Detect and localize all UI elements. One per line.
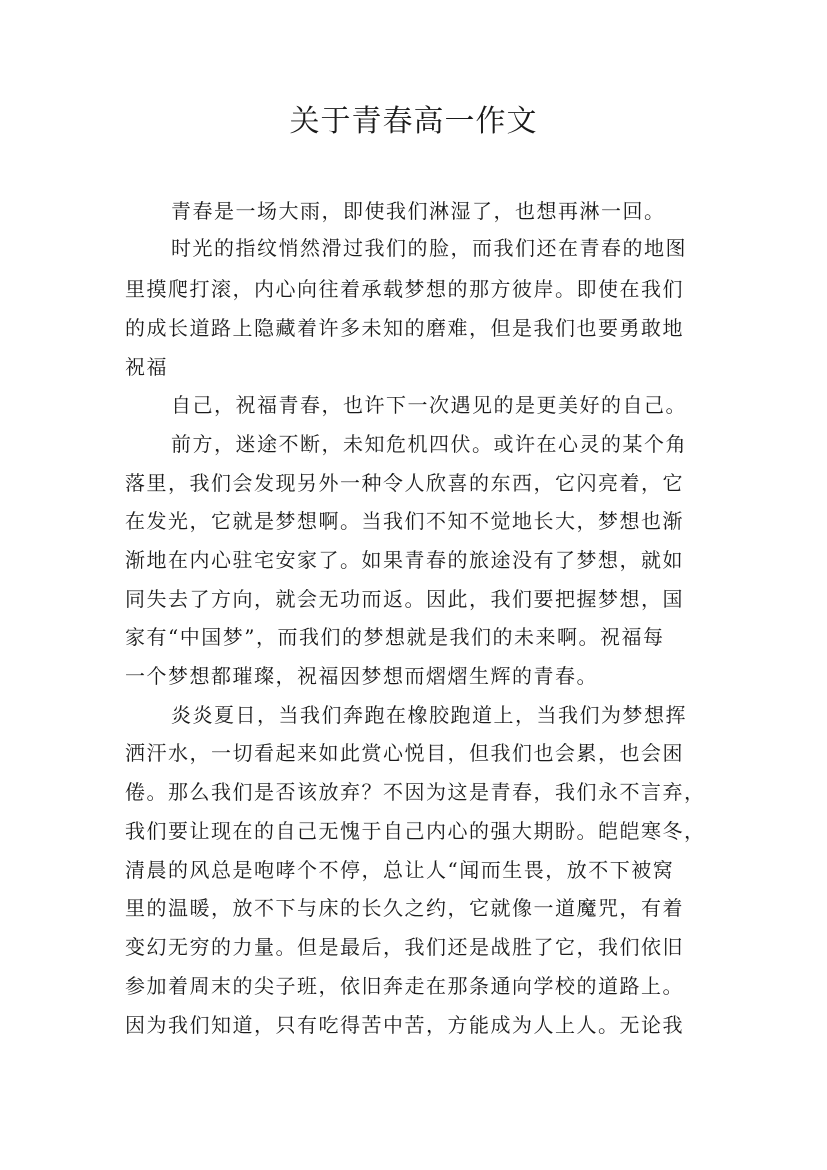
text-line: 炎炎夏日，当我们奔跑在橡胶跑道上，当我们为梦想挥	[171, 703, 687, 727]
text-line: 清晨的风总是咆哮个不停，总让人“闻而生畏，放不下被窝	[125, 858, 675, 882]
text-line: 的成长道路上隐藏着许多未知的磨难，但是我们也要勇敢地	[125, 316, 684, 340]
text-line: 里摸爬打滚，内心向往着承载梦想的那方彼岸。即使在我们	[125, 277, 684, 301]
document-title: 关于青春高一作文	[289, 104, 538, 139]
text-line: 家有“中国梦”，而我们的梦想就是我们的未来啊。祝福每	[125, 625, 665, 649]
text-line: 渐地在内心驻宅安家了。如果青春的旅途没有了梦想，就如	[125, 548, 684, 572]
text-line: 参加着周末的尖子班，依旧奔走在那条通向学校的道路上。	[125, 974, 684, 998]
text-line: 变幻无穷的力量。但是最后，我们还是战胜了它，我们依旧	[125, 935, 684, 959]
text-line: 倦。那么我们是否该放弃？不因为这是青春，我们永不言弃，	[125, 780, 706, 804]
text-line: 一个梦想都璀璨，祝福因梦想而熠熠生辉的青春。	[125, 664, 598, 688]
text-line: 青春是一场大雨，即使我们淋湿了，也想再淋一回。	[171, 199, 666, 223]
text-line: 同失去了方向，就会无功而返。因此，我们要把握梦想，国	[125, 587, 684, 611]
text-line: 里的温暖，放不下与床的长久之约，它就像一道魔咒，有着	[125, 896, 684, 920]
text-line: 时光的指纹悄然滑过我们的脸，而我们还在青春的地图	[171, 236, 687, 260]
text-line: 前方，迷途不断，未知危机四伏。或许在心灵的某个角	[171, 432, 687, 456]
text-line: 我们要让现在的自己无愧于自己内心的强大期盼。皑皑寒冬，	[125, 819, 706, 843]
text-line: 因为我们知道，只有吃得苦中苦，方能成为人上人。无论我	[125, 1013, 684, 1037]
text-line: 自己，祝福青春，也许下一次遇见的是更美好的自己。	[171, 393, 687, 417]
text-line: 在发光，它就是梦想啊。当我们不知不觉地长大，梦想也渐	[125, 509, 684, 533]
text-line: 落里，我们会发现另外一种令人欣喜的东西，它闪亮着，它	[125, 471, 684, 495]
text-line: 祝福	[125, 355, 168, 379]
text-line: 洒汗水，一切看起来如此赏心悦目，但我们也会累，也会困	[125, 741, 684, 765]
